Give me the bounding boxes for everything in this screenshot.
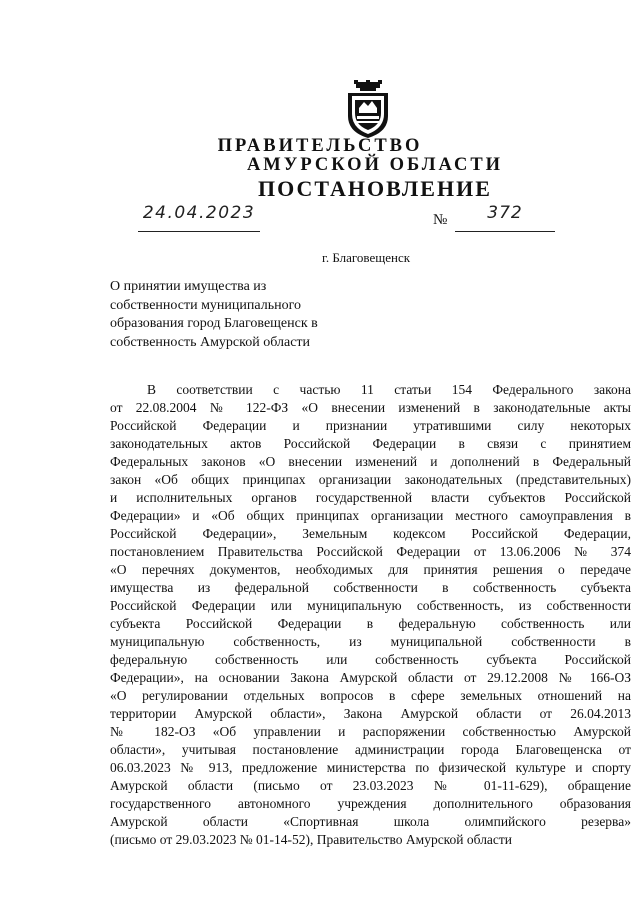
- body-line: № 182-ОЗ «Об управлении и распоряжении собственностью Амурской: [110, 724, 631, 739]
- body-line: Федерации» и «Об общих принципах организации местного самоуправления в: [110, 508, 631, 523]
- body-line: Российской Федерации или муниципальную собственность, из собственности: [110, 598, 631, 613]
- subject-line: собственность Амурской области: [110, 334, 311, 350]
- body-line: муниципальную собственность, из муниципальной собственности в: [110, 634, 631, 649]
- body-line: 06.03.2023 № 913, предложение министерства по физической культуре и спорту: [110, 760, 631, 775]
- government-title-line2: АМУРСКОЙ ОБЛАСТИ: [246, 155, 504, 175]
- body-line: государственного автономного учреждения дополнительного образования: [110, 796, 631, 811]
- body-line: (письмо от 29.03.2023 № 01-14-52), Правительство Амурской области: [110, 832, 513, 847]
- document-number: 372: [455, 203, 555, 232]
- city: г. Благовещенск: [322, 250, 411, 265]
- document-type: ПОСТАНОВЛЕНИЕ: [258, 176, 492, 201]
- document-body: [110, 381, 631, 849]
- government-title-line1: ПРАВИТЕЛЬСТВО: [217, 136, 423, 156]
- subject-line: образования город Благовещенск в: [110, 316, 318, 331]
- body-line: Российской Федерации», Земельным кодексом Российской Федерации,: [110, 526, 631, 541]
- body-line: федеральную собственность или собственность субъекта Российской: [110, 652, 631, 667]
- body-line: субъекта Российской Федерации в федеральную собственность или: [110, 616, 631, 631]
- body-line: территории Амурской области», Закона Амурской области от 26.04.2013: [110, 706, 631, 721]
- body-line: имущества из федеральной собственности в собственность субъекта: [110, 580, 631, 595]
- subject-line: О принятии имущества из: [110, 279, 267, 294]
- subject-line: собственности муниципального: [110, 297, 301, 313]
- body-line: Амурской области «Спортивная школа олимпийского резерва»: [110, 814, 631, 829]
- body-line: постановлением Правительства Российской Федерации от 13.06.2006 № 374: [110, 544, 631, 559]
- body-line: области», учитывая постановление администрации города Благовещенска от: [110, 742, 631, 757]
- body-line: Амурской области (письмо от 23.03.2023 № 01-11-629), обращение: [110, 778, 631, 793]
- body-line: Российской Федерации и признании утратившими силу некоторых: [110, 418, 631, 433]
- body-line: закон «Об общих принципах организации законодательных (представительных): [110, 472, 631, 487]
- body-line: В соответствии с частью 11 статьи 154 Федерального закона: [147, 382, 631, 397]
- coat-of-arms-icon: [342, 80, 394, 140]
- body-line: «О регулировании отдельных вопросов в сфере земельных отношений на: [110, 688, 631, 703]
- body-line: законодательных актов Российской Федерации в связи с принятием: [110, 436, 631, 451]
- body-line: и исполнительных органов государственной власти субъектов Российской: [110, 490, 631, 505]
- document-subject: [110, 278, 370, 352]
- body-line: Федеральных законов «О внесении изменений и дополнений в Федеральный: [110, 454, 631, 469]
- body-line: Федерации», на основании Закона Амурской области от 29.12.2008 № 166-ОЗ: [110, 670, 631, 685]
- body-line: от 22.08.2004 № 122-ФЗ «О внесении изменений в законодательные акты: [110, 400, 631, 415]
- body-line: «О перечнях документов, необходимых для принятия решения о передаче: [110, 562, 631, 577]
- document-date: 24.04.2023: [138, 203, 260, 232]
- number-sign: №: [433, 212, 448, 228]
